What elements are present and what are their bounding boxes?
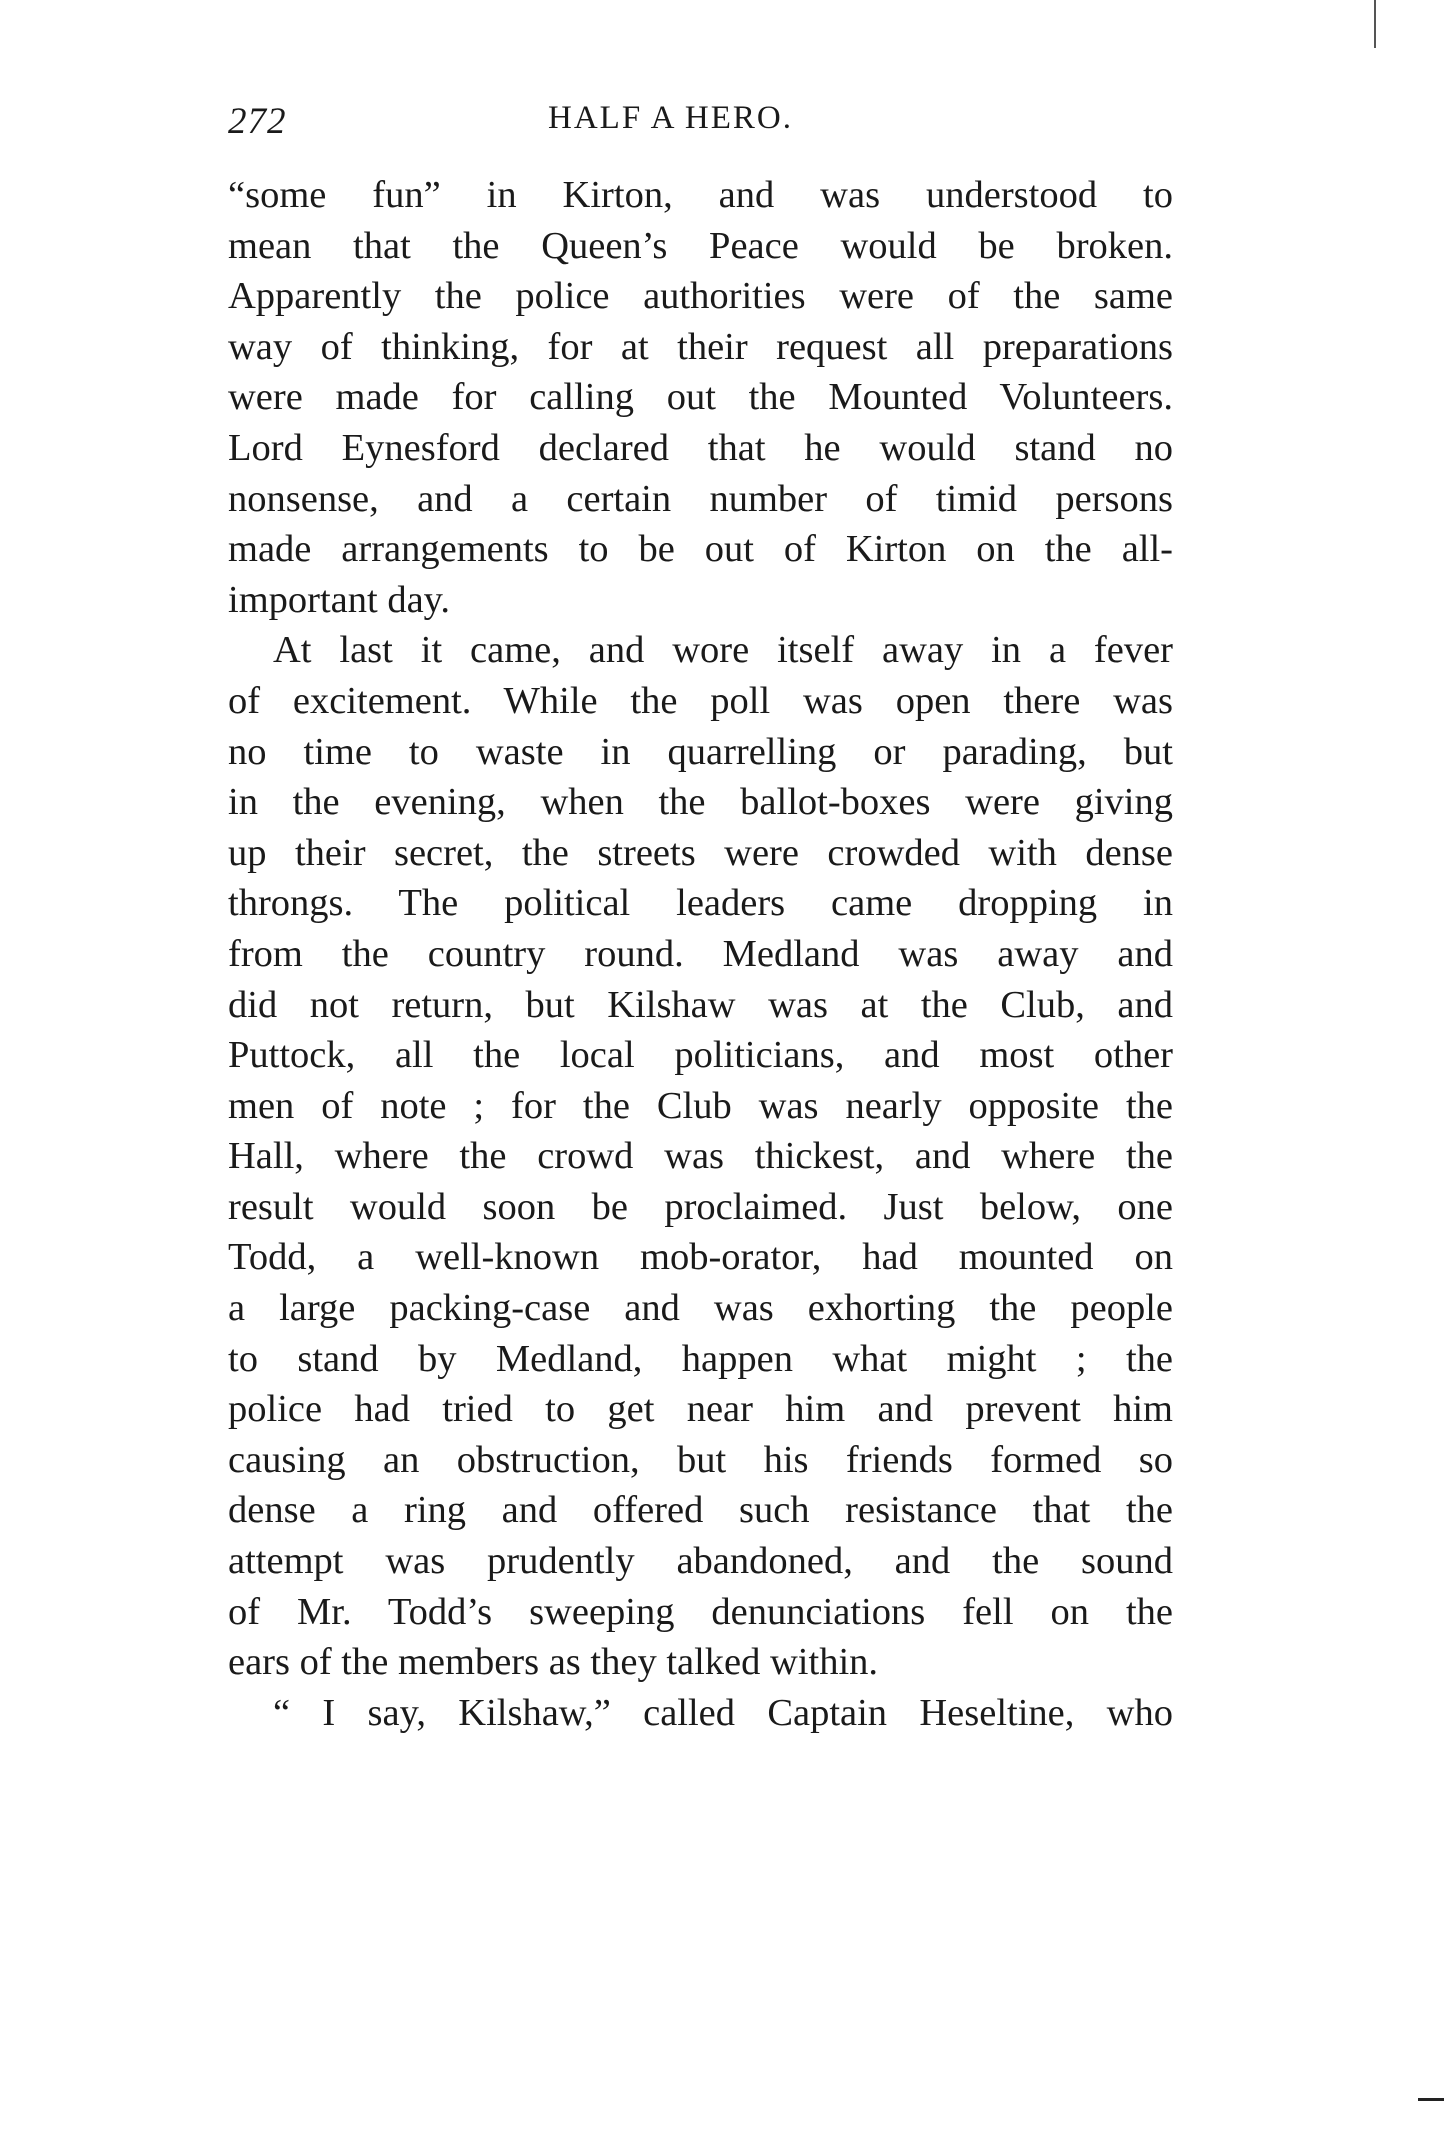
scan-edge-mark: [1374, 0, 1376, 48]
text-line: Puttock, all the local politicians, and most other: [228, 1034, 1173, 1077]
running-title: HALF A HERO.: [548, 100, 793, 136]
text-line: in the evening, when the ballot-boxes were giving: [228, 781, 1173, 824]
text-line: dense a ring and offered such resistance that the: [228, 1489, 1173, 1532]
text-line: Hall, where the crowd was thickest, and where the: [228, 1135, 1173, 1178]
text-line: way of thinking, for at their request all preparations: [228, 325, 1173, 368]
text-line: “some fun” in Kirton, and was understood to: [228, 174, 1173, 216]
text-line: of Mr. Todd’s sweeping denunciations fell on the: [228, 1590, 1173, 1633]
page-number: 272: [228, 101, 287, 142]
body-text: [228, 170, 1173, 1738]
text-line: men of note ; for the Club was nearly opposite the: [228, 1084, 1173, 1127]
text-line: a large packing-case and was exhorting the people: [228, 1287, 1173, 1330]
text-line: important day.: [228, 578, 451, 621]
text-line: no time to waste in quarrelling or parading, but: [228, 730, 1173, 773]
text-line: attempt was prudently abandoned, and the sound: [228, 1540, 1173, 1583]
text-line: Todd, a well-known mob-orator, had mounted on: [228, 1236, 1173, 1279]
text-line: did not return, but Kilshaw was at the Club, and: [228, 983, 1173, 1026]
text-line: made arrangements to be out of Kirton on the all-: [228, 528, 1173, 571]
text-line: result would soon be proclaimed. Just below, one: [228, 1185, 1173, 1228]
scan-edge-mark: [1418, 2098, 1444, 2101]
text-line: “ I say, Kilshaw,” called Captain Heseltine, who: [273, 1691, 1173, 1734]
text-line: police had tried to get near him and prevent him: [228, 1388, 1173, 1431]
text-line: from the country round. Medland was away and: [228, 932, 1173, 975]
text-line: mean that the Queen’s Peace would be broken.: [228, 224, 1173, 267]
text-line: were made for calling out the Mounted Volunteers.: [228, 376, 1173, 419]
text-line: nonsense, and a certain number of timid persons: [228, 477, 1173, 520]
text-line: Lord Eynesford declared that he would stand no: [228, 426, 1173, 469]
text-line: ears of the members as they talked within.: [228, 1641, 879, 1684]
text-line: up their secret, the streets were crowded with dense: [228, 831, 1173, 874]
text-line: At last it came, and wore itself away in a fever: [273, 629, 1173, 672]
text-line: Apparently the police authorities were of the same: [228, 275, 1173, 318]
text-line: to stand by Medland, happen what might ; the: [228, 1337, 1173, 1380]
running-head: [228, 100, 1173, 160]
text-line: causing an obstruction, but his friends formed so: [228, 1438, 1173, 1481]
text-line: throngs. The political leaders came dropping in: [228, 882, 1173, 925]
text-line: of excitement. While the poll was open there was: [228, 679, 1173, 722]
